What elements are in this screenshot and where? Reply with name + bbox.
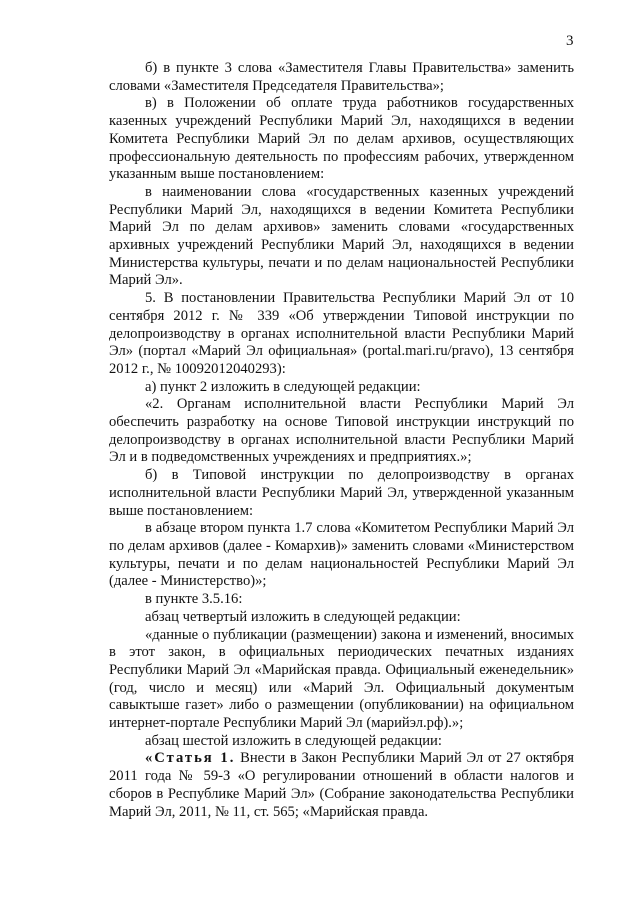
paragraph-quote-2: «2. Органам исполнительной власти Республики Марий Эл обеспечить разработку на основе Типовой инструкции инструкций по делопроизводству в органах исполнительной власти Республики Марий Эл и в подведомственных учреждениях и предприятиях.»;	[109, 396, 574, 466]
paragraph-clause-3-5-16: в пункте 3.5.16:	[145, 591, 243, 608]
page-number: 3	[566, 33, 574, 49]
paragraph-article-1	[109, 750, 574, 821]
paragraph-item-b2: б) в Типовой инструкции по делопроизводству в органах исполнительной власти Республики Марий Эл, утвержденной указанным выше постановлением:	[109, 467, 574, 519]
paragraph-clause-1-7: в абзаце втором пункта 1.7 слова «Комитетом Республики Марий Эл по делам архивов (далее - Комархив)» заменить словами «Министерством культуры, печати и по делам национальностей Республики Марий Эл (далее - Министерство)»;	[109, 520, 574, 590]
document-body	[109, 60, 574, 821]
paragraph-section-5: 5. В постановлении Правительства Республики Марий Эл от 10 сентября 2012 г. № 339 «Об утверждении Типовой инструкции по делопроизводству в органах исполнительной власти Республики Марий Эл» (портал «Марий Эл официальная» (portal.mari.ru/pravo), 13 сентября 2012 г., № 10092012040293):	[109, 290, 574, 377]
article-heading: «Статья 1.	[145, 750, 236, 767]
paragraph-quote-publication: «данные о публикации (размещении) закона и изменений, вносимых в этот закон, в официальных периодических печатных изданиях Республики Марий Эл «Марийская правда. Официальный еженедельник» (год, число и месяц) или «Марий Эл. Официальный документым савыктыше газет» либо о размещении (опубликовании) на официальном интернет-портале Республики Марий Эл (марийэл.рф).»;	[109, 626, 574, 732]
paragraph-item-v: в) в Положении об оплате труда работников государственных казенных учреждений Республики Марий Эл, находящихся в ведении Комитета Республики Марий Эл по делам архивов, осуществляющих профессиональную деятельность по профессиям рабочих, утвержденном указанным выше постановлением:	[109, 95, 574, 183]
article-text: Внести в Закон Республики Марий Эл от 27 октября 2011 года № 59-З «О регулировании отношений в области налогов и сборов в Республике Марий Эл» (Собрание законодательства Республики Марий Эл, 2011, № 11, ст. 565; «Марийская правда.	[109, 750, 574, 820]
paragraph-item-b: б) в пункте 3 слова «Заместителя Главы Правительства» заменить словами «Заместителя Председателя Правительства»;	[109, 60, 574, 94]
paragraph-item-a: а) пункт 2 изложить в следующей редакции:	[145, 378, 421, 395]
paragraph-sixth-abzac: абзац шестой изложить в следующей редакции:	[145, 732, 442, 749]
paragraph-fourth-abzac: абзац четвертый изложить в следующей редакции:	[145, 608, 461, 625]
paragraph-naming: в наименовании слова «государственных казенных учреждений Республики Марий Эл, находящихся в ведении Комитета Республики Марий Эл по делам архивов» заменить словами «государственных архивных учреждений Республики Марий Эл, находящихся в ведении Министерства культуры, печати и по делам национальностей Республики Марий Эл».	[109, 183, 574, 289]
